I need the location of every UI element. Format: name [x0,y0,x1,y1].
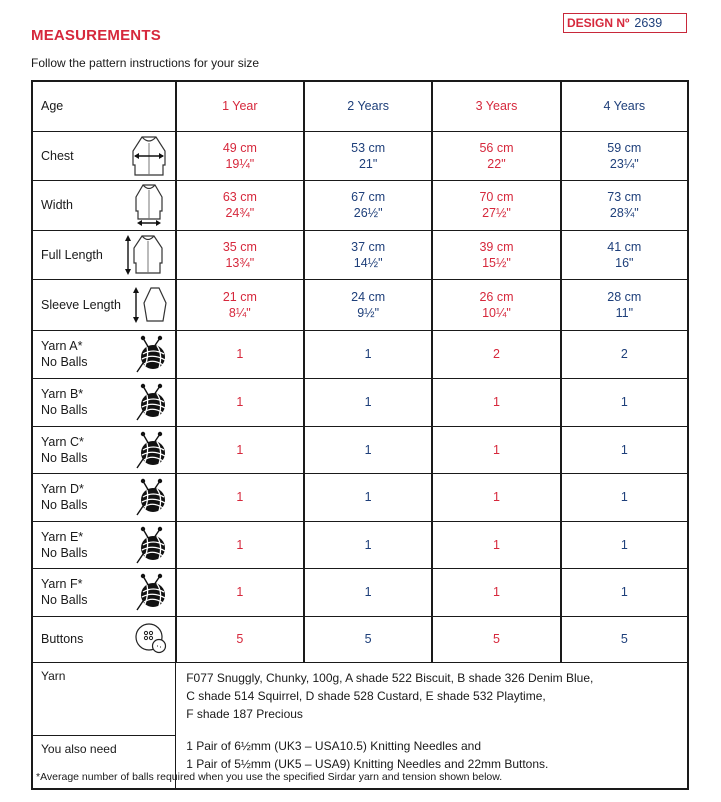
measurement-cm: 35 cm [222,239,257,254]
yarn-count: 1 [304,330,432,378]
age-row [32,81,688,131]
subtitle: Follow the pattern instructions for your size [31,56,260,70]
measurement-inches: 8¼" [228,305,251,320]
page-title: MEASUREMENTS [31,27,161,44]
yarn-count: 1 [176,378,304,426]
yarn-ball-icon [133,572,169,612]
measurement-label: Width [41,198,73,212]
yarn-count: 1 [176,568,304,616]
yarn-count: 1 [432,568,560,616]
measurement-cm: 41 cm [607,239,642,254]
measurement-inches: 9½" [357,305,380,320]
measurement-cm: 56 cm [479,140,514,155]
button-icon [133,622,169,656]
yarn-row-a [32,330,688,378]
size-header-4: 4 Years [561,81,688,131]
size-header-3: 3 Years [432,81,560,131]
measurement-inches: 26½" [353,206,383,220]
sleeve-length-icon [131,285,169,325]
yarn-ball-icon [133,477,169,517]
button-count: 5 [561,616,688,662]
yarn-label: Yarn D* [41,482,84,496]
yarn-info-line: F077 Snuggly, Chunky, 100g, A shade 522 Biscuit, B shade 326 Denim Blue, [186,670,594,685]
measurement-label: Chest [41,148,74,163]
measurement-cm: 59 cm [607,140,642,155]
yarn-count: 1 [561,521,688,568]
yarn-count: 2 [561,330,688,378]
measurement-label: Sleeve Length [41,297,121,312]
also-need-line: 1 Pair of 6½mm (UK3 – USA10.5) Knitting Needles and [186,739,482,753]
measurement-inches: 27½" [482,206,511,220]
yarn-info-row [32,662,688,735]
measurement-cm: 26 cm [479,289,514,304]
yarn-count: 1 [176,330,304,378]
yarn-sub-label: No Balls [41,450,88,465]
footnote: *Average number of balls required when you use the specified Sirdar yarn and tension shown below. [36,771,503,783]
measurement-inches: 13¾" [225,255,255,270]
yarn-count: 1 [304,521,432,568]
yarn-label: Yarn F* [41,577,83,591]
measurement-cm: 28 cm [607,289,642,304]
button-count: 5 [432,616,560,662]
yarn-info-line: C shade 514 Squirrel, D shade 528 Custard, E shade 532 Playtime, [186,688,546,703]
measurement-row-chest [32,131,688,180]
buttons-row [32,616,688,662]
yarn-label: Yarn B* [41,387,84,401]
yarn-ball-icon [133,334,169,374]
size-header-1: 1 Year [176,81,304,131]
measurement-label: Full Length [41,247,103,262]
measurement-inches: 11" [615,305,634,320]
yarn-count: 1 [561,473,688,521]
yarn-row-f [32,568,688,616]
size-header-2: 2 Years [304,81,432,131]
measurement-cm: 37 cm [351,239,386,254]
yarn-row-d [32,473,688,521]
yarn-sub-label: No Balls [41,355,88,369]
yarn-sub-label: No Balls [41,593,88,607]
measurement-row-full-length [32,230,688,279]
measurement-inches: 14½" [353,255,383,270]
measurement-cm: 70 cm [479,190,514,204]
yarn-row-b [32,378,688,426]
yarn-sub-label: No Balls [41,498,88,512]
button-count: 5 [304,616,432,662]
measurement-inches: 19¼" [225,156,255,171]
measurement-inches: 28¾" [609,206,639,220]
measurement-inches: 10¼" [482,305,511,320]
yarn-sub-label: No Balls [41,403,88,417]
yarn-count: 1 [561,426,688,473]
yarn-count: 1 [176,426,304,473]
measurement-cm: 53 cm [351,140,386,155]
measurement-inches: 24¾" [225,206,255,220]
design-label: DESIGN Nº [567,16,630,30]
measurement-cm: 49 cm [222,140,257,155]
yarn-count: 1 [304,568,432,616]
also-need-label: You also need [32,735,176,789]
measurement-inches: 15½" [482,255,511,270]
also-need-line: 1 Pair of 5½mm (UK5 – USA9) Knitting Needles and 22mm Buttons. [186,757,549,771]
measurement-cm: 39 cm [479,239,514,254]
yarn-count: 1 [176,521,304,568]
yarn-count: 1 [432,473,560,521]
yarn-ball-icon [133,382,169,422]
yarn-count: 1 [304,426,432,473]
yarn-info-label: Yarn [32,662,176,735]
cardigan-length-icon [123,233,169,277]
yarn-count: 2 [432,330,560,378]
yarn-count: 1 [432,521,560,568]
measurement-row-width [32,180,688,230]
measurement-cm: 24 cm [351,289,386,304]
yarn-ball-icon [133,525,169,565]
yarn-count: 1 [432,426,560,473]
design-number-badge [563,13,687,33]
buttons-label: Buttons [41,632,84,646]
measurement-inches: 16" [615,255,634,270]
yarn-ball-icon [133,430,169,470]
design-number: 2639 [634,16,663,30]
yarn-count: 1 [561,378,688,426]
yarn-count: 1 [304,473,432,521]
measurement-inches: 23¼" [609,156,639,171]
age-label: Age [41,99,64,114]
cardigan-width-icon [129,183,169,227]
yarn-count: 1 [561,568,688,616]
measurement-cm: 73 cm [607,190,642,204]
yarn-count: 1 [432,378,560,426]
yarn-label: Yarn A* [41,339,83,353]
measurement-inches: 21" [358,156,378,171]
yarn-info-text [176,662,688,735]
yarn-label: Yarn E* [41,529,84,544]
measurement-cm: 67 cm [351,190,386,204]
yarn-row-e [32,521,688,568]
measurement-inches: 22" [487,156,506,171]
age-label-cell [32,81,176,131]
measurement-cm: 63 cm [222,190,257,204]
yarn-count: 1 [176,473,304,521]
measurement-row-sleeve-length [32,279,688,330]
yarn-row-c [32,426,688,473]
measurement-cm: 21 cm [222,289,257,304]
measurements-table [31,80,689,790]
cardigan-chest-icon [129,135,169,177]
yarn-sub-label: No Balls [41,545,88,560]
yarn-count: 1 [304,378,432,426]
yarn-label: Yarn C* [41,434,84,449]
button-count: 5 [176,616,304,662]
yarn-info-line: F shade 187 Precious [186,706,303,721]
